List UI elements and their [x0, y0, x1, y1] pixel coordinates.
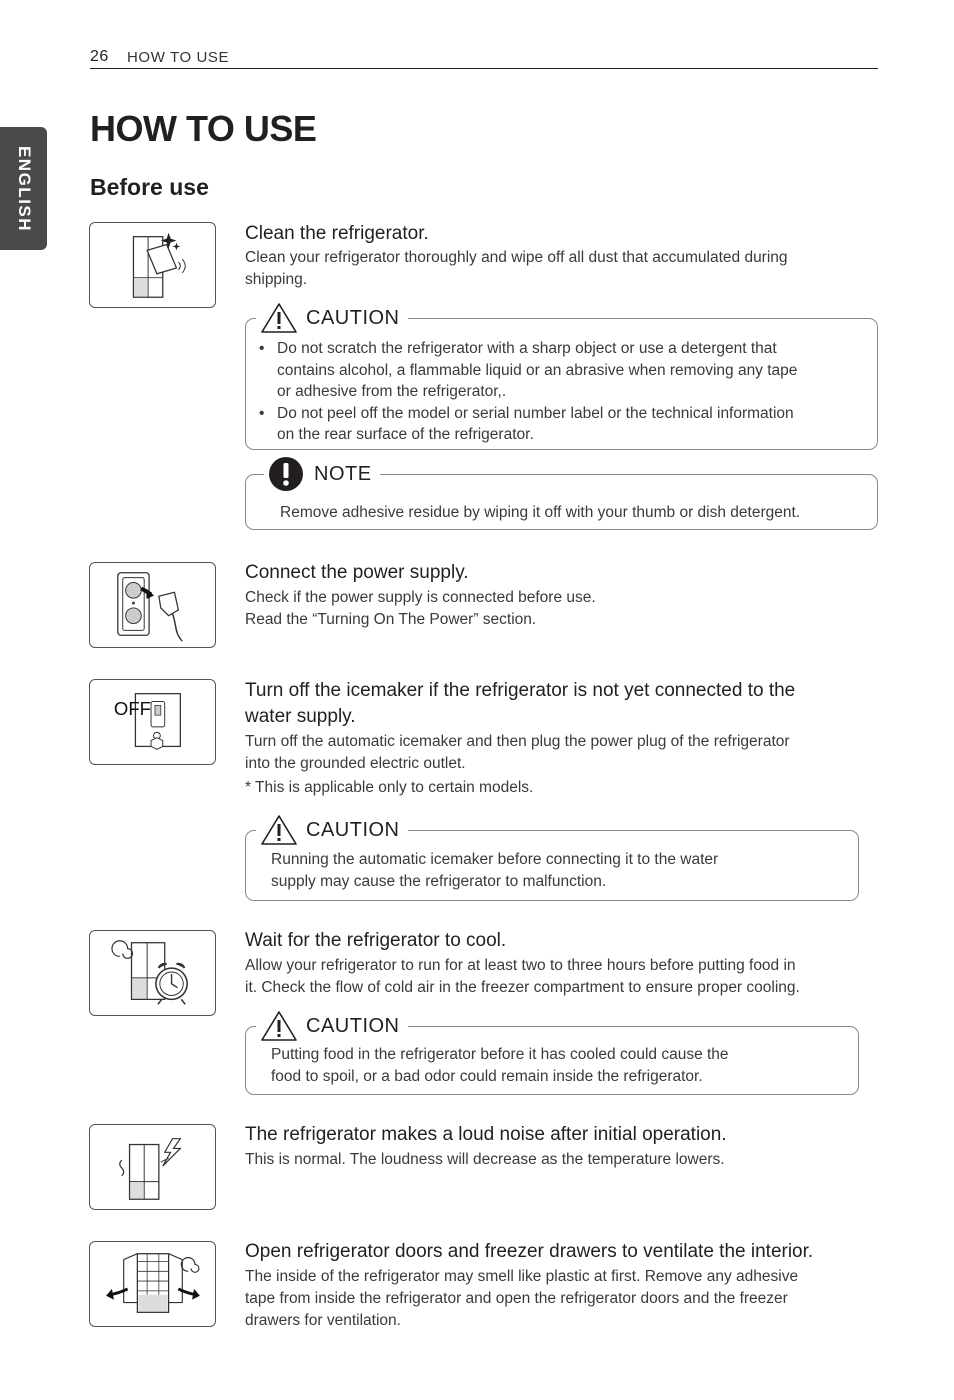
step-title-cool: Wait for the refrigerator to cool. — [245, 930, 507, 951]
note-heading — [264, 455, 380, 493]
language-tab — [0, 127, 47, 250]
page-number: 26 — [90, 48, 109, 65]
power-plug-icon — [89, 562, 216, 648]
step-title-icemaker — [245, 678, 795, 730]
step-text-power — [245, 587, 596, 631]
warning-triangle-icon — [260, 1010, 298, 1042]
caution-text — [271, 849, 718, 893]
text-line: on the rear surface of the refrigerator. — [277, 426, 534, 443]
note-label: NOTE — [314, 462, 372, 485]
step-title-ventilate: Open refrigerator doors and freezer drawers to ventilate the interior. — [245, 1241, 814, 1262]
text-line: drawers for ventilation. — [245, 1312, 401, 1329]
text-line: food to spoil, or a bad odor could remain inside the refrigerator. — [271, 1068, 703, 1085]
caution-label: CAUTION — [306, 1014, 400, 1037]
cleaning-icon — [89, 222, 216, 308]
warning-triangle-icon — [260, 302, 298, 334]
caution-label: CAUTION — [306, 818, 400, 841]
section-title: Before use — [90, 174, 209, 200]
caution-box — [245, 1014, 859, 1095]
step-text-ventilate — [245, 1266, 798, 1332]
text-line: water supply. — [245, 706, 356, 727]
icemaker-off-icon — [89, 679, 216, 765]
caution-bullet — [246, 403, 866, 446]
caution-heading — [256, 812, 408, 848]
text-line: or adhesive from the refrigerator,. — [277, 383, 507, 400]
page-title: HOW TO USE — [90, 108, 317, 149]
language-tab-label: ENGLISH — [14, 145, 34, 232]
text-line: Putting food in the refrigerator before it has cooled could cause the — [271, 1046, 729, 1063]
text-line: shipping. — [245, 271, 308, 288]
text-line: Turn off the icemaker if the refrigerator is not yet connected to the — [245, 680, 796, 701]
text-line: Turn off the automatic icemaker and then plug the power plug of the refrigerator — [245, 733, 790, 750]
text-line: This is normal. The loudness will decrease as the temperature lowers. — [245, 1151, 725, 1168]
step-title-power: Connect the power supply. — [245, 562, 469, 583]
text-line: tape from inside the refrigerator and open the refrigerator doors and the freezer — [245, 1290, 788, 1307]
running-header: HOW TO USE — [127, 49, 230, 66]
warning-triangle-icon — [260, 814, 298, 846]
step-text-cool — [245, 955, 800, 999]
text-line: Read the “Turning On The Power” section. — [245, 611, 537, 628]
text-line: into the grounded electric outlet. — [245, 755, 466, 772]
step-text-icemaker — [245, 731, 790, 799]
caution-label: CAUTION — [306, 306, 400, 329]
step-text-noise — [245, 1149, 725, 1171]
note-box — [245, 462, 878, 530]
text-line: Clean your refrigerator thoroughly and wipe off all dust that accumulated during — [245, 249, 788, 266]
text-line: • Do not scratch the refrigerator with a sharp object or use a detergent that — [277, 340, 777, 357]
caution-text — [271, 1044, 729, 1088]
caution-bullet — [246, 338, 866, 403]
text-line: The inside of the refrigerator may smell like plastic at first. Remove any adhesive — [245, 1268, 799, 1285]
text-line: • Do not peel off the model or serial number label or the technical information — [277, 404, 794, 422]
caution-box — [245, 818, 859, 901]
note-text: Remove adhesive residue by wiping it off with your thumb or dish detergent. — [280, 504, 801, 521]
caution-box — [245, 306, 878, 450]
step-title-noise: The refrigerator makes a loud noise after initial operation. — [245, 1124, 727, 1145]
header-rule — [90, 68, 878, 69]
text-line: it. Check the flow of cold air in the freezer compartment to ensure proper cooling. — [245, 979, 800, 996]
text-line: contains alcohol, a flammable liquid or an abrasive when removing any tape — [277, 361, 798, 379]
text-line: Check if the power supply is connected before use. — [245, 589, 596, 606]
ventilate-icon — [89, 1241, 216, 1327]
caution-list — [246, 338, 866, 446]
text-line: Running the automatic icemaker before connecting it to the water — [271, 851, 719, 868]
text-line: supply may cause the refrigerator to malfunction. — [271, 873, 607, 890]
step-title-clean: Clean the refrigerator. — [245, 223, 429, 244]
caution-heading — [256, 1008, 408, 1044]
cooling-clock-icon — [89, 930, 216, 1016]
step-text-clean — [245, 247, 788, 291]
exclamation-circle-icon — [268, 456, 304, 492]
models-note: * This is applicable only to certain models. — [245, 779, 534, 796]
noise-icon — [89, 1124, 216, 1210]
off-label: OFF — [113, 698, 152, 720]
caution-heading — [256, 300, 408, 336]
text-line: Allow your refrigerator to run for at least two to three hours before putting food in — [245, 957, 796, 974]
